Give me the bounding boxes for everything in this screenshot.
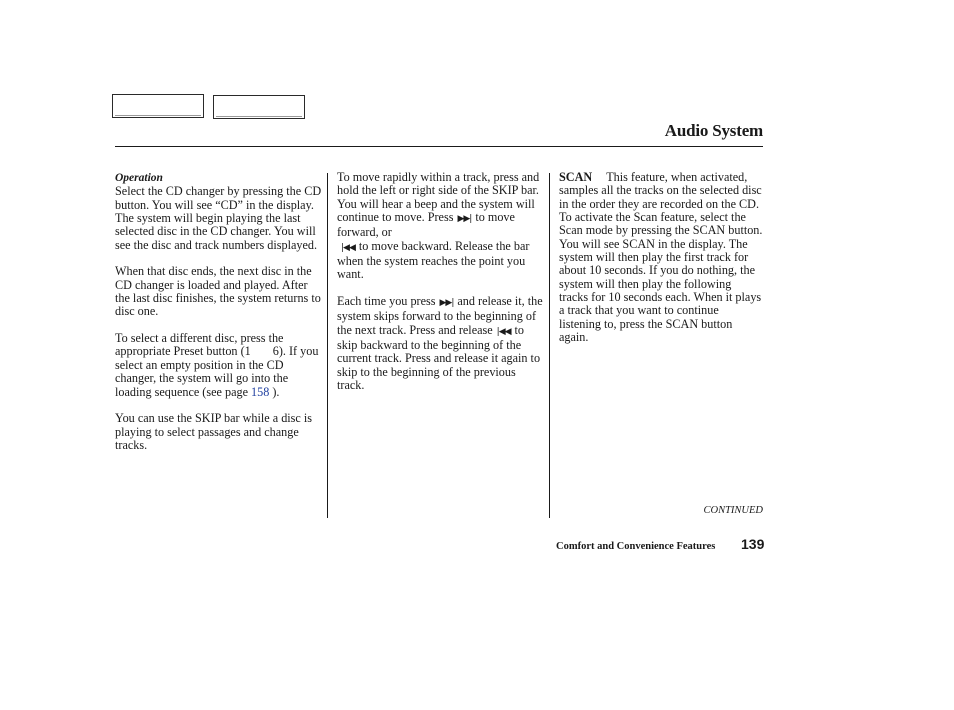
page-link[interactable]: 158 <box>251 384 270 399</box>
paragraph: You can use the SKIP bar while a disc is playing to select passages and change tracks. <box>115 411 313 452</box>
continued-label: CONTINUED <box>703 505 763 516</box>
column-scan <box>559 171 763 358</box>
paragraph: To move rapidly within a track, press and hold the left or right side of the SKIP bar. You will hear a beep and the system will continue to move. Press ▶▶| to move forward, or |◀◀ to move backward. Release the bar when the system reaches the point you want. <box>337 170 540 282</box>
column-operation <box>115 171 325 466</box>
paragraph: When that disc ends, the next disc in the CD changer is loaded and played. After the last disc finishes, the system returns to disc one. <box>115 264 321 319</box>
skip-forward-icon: ▶▶| <box>457 214 472 225</box>
nav-previous-button[interactable] <box>112 94 204 118</box>
column-skip <box>337 171 545 406</box>
column-divider <box>549 173 550 518</box>
page-title: Audio System <box>664 121 763 140</box>
page-number: 139 <box>741 536 765 552</box>
subheading-operation: Operation <box>115 172 163 184</box>
footer-section-title: Comfort and Convenience Features <box>556 541 716 552</box>
heading-scan: SCAN <box>559 170 593 184</box>
skip-backward-icon: |◀◀ <box>496 326 511 337</box>
paragraph: SCAN This feature, when activated, samples all the tracks on the selected disc in the order they are recorded on the CD. To activate the Scan feature, select the Scan mode by pressing the SCAN button. You will see SCAN in the display. The system will then play the first track for about 10 seconds. If you do nothing, the system will then play the following tracks for 10 seconds each. When it plays a track that you want to continue listening to, press the SCAN button again. <box>559 170 763 345</box>
skip-forward-icon: ▶▶| <box>439 298 454 309</box>
header-rule <box>115 146 763 147</box>
paragraph: To select a different disc, press the appropriate Preset button (1 6). If you select an empty position in the CD changer, the system will go into the loading sequence (see page 158 ). <box>115 331 319 399</box>
paragraph: Each time you press ▶▶| and release it, the system skips forward to the beginning of the next track. Press and release |◀◀ to skip backward to the beginning of the current track. Press and release it again to skip to the beginning of the previous track. <box>337 294 543 393</box>
column-divider <box>327 173 328 518</box>
paragraph: Select the CD changer by pressing the CD button. You will see “CD” in the display. The system will begin playing the last selected disc in the CD changer. You will see the disc and track numbers displayed. <box>115 184 322 252</box>
skip-backward-icon: |◀◀ <box>341 242 355 253</box>
nav-next-button[interactable] <box>213 95 305 119</box>
